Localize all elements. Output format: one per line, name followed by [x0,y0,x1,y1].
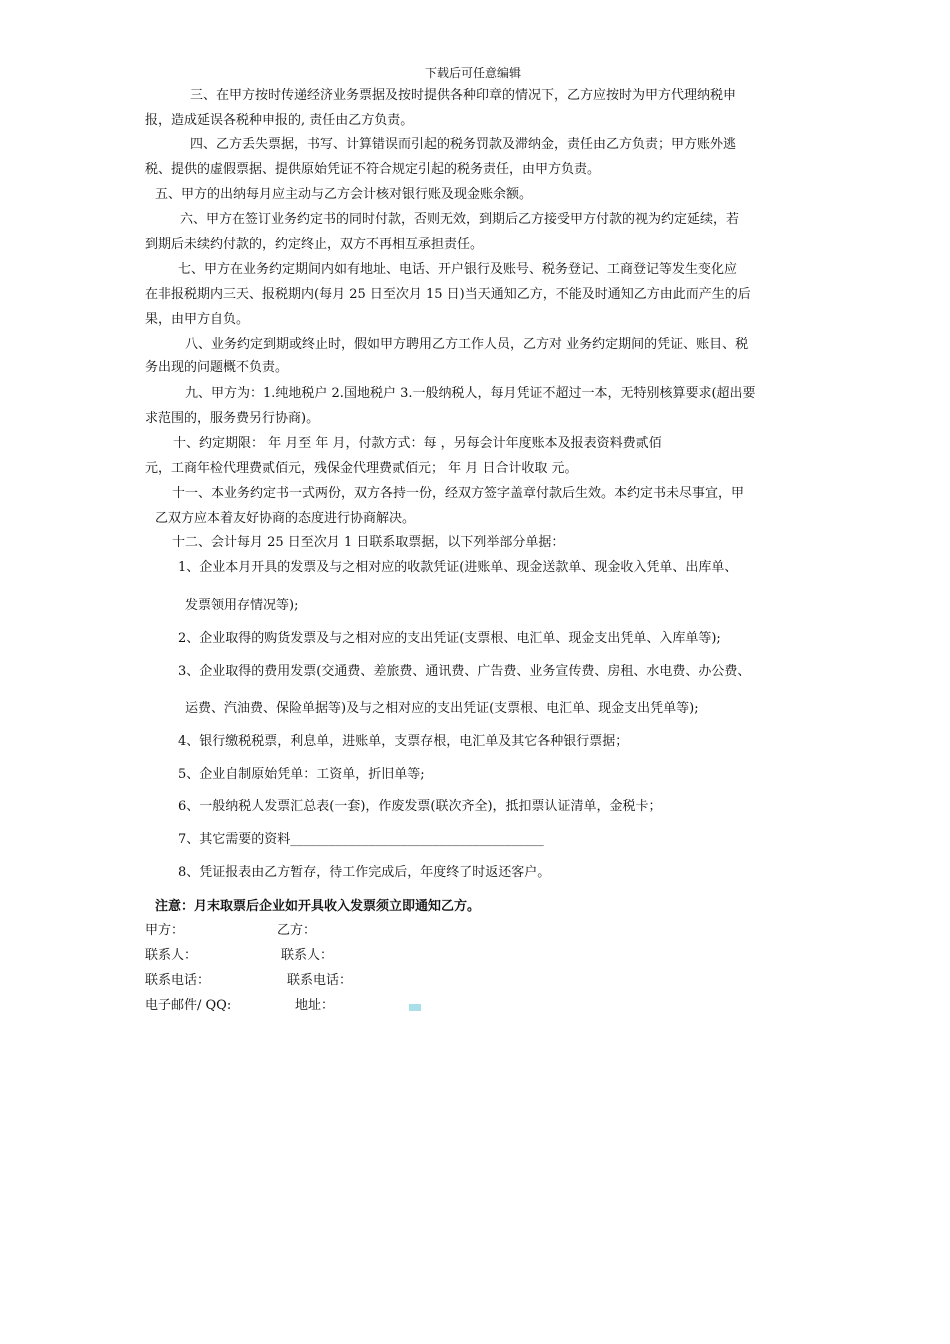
clause-3-line-2: 报，造成延误各税种申报的, 责任由乙方负责。 [145,113,414,128]
clause-5: 五、甲方的出纳每月应主动与乙方会计核对银行账及现金账余额。 [155,187,533,202]
phone-b-label: 联系电话： [287,973,353,988]
clause-4-line-2: 税、提供的虚假票据、提供原始凭证不符合规定引起的税务责任，由甲方负责。 [145,162,601,177]
list-item-7: 7、其它需要的资料_______________________________________ [178,832,544,847]
clause-6-line-1: 六、甲方在签订业务约定书的同时付款，否则无效，到期后乙方接受甲方付款的视为约定延续，若 [180,212,740,227]
list-item-3-line-1: 3、企业取得的费用发票(交通费、差旅费、通讯费、广告费、业务宣传费、房租、水电费、办公费、 [178,664,751,679]
phone-a-label: 联系电话： [145,973,211,988]
list-item-8: 8、凭证报表由乙方暂存，待工作完成后，年度终了时返还客户。 [178,865,551,880]
clause-7-line-3: 果，由甲方自负。 [145,312,250,327]
list-item-5: 5、企业自制原始凭单：工资单，折旧单等; [178,767,425,782]
clause-8-line-1: 八、业务约定到期或终止时，假如甲方聘用乙方工作人员，乙方对 业务约定期间的凭证、账目、税 [185,337,749,352]
list-item-6: 6、一般纳税人发票汇总表(一套)，作废发票(联次齐全)，抵扣票认证清单，金税卡； [178,799,662,814]
list-item-2: 2、企业取得的购货发票及与之相对应的支出凭证(支票根、电汇单、现金支出凭单、入库单等); [178,631,721,646]
party-a-label: 甲方： [145,923,185,938]
party-b-label: 乙方： [277,923,317,938]
notice: 注意：月末取票后企业如开具收入发票须立即通知乙方。 [155,899,481,914]
clause-7-line-1: 七、甲方在业务约定期间内如有地址、电话、开户银行及账号、税务登记、工商登记等发生变化应 [178,262,738,277]
clause-11-line-1: 十一、本业务约定书一式两份，双方各持一份，经双方签字盖章付款后生效。本约定书未尽事宜，甲 [172,486,745,501]
clause-12-intro: 十二、会计每月 25 日至次月 1 日联系取票据，以下列举部分单据： [172,535,565,550]
page-header: 下载后可任意编辑 [425,66,522,80]
clause-11-line-2: 乙双方应本着友好协商的态度进行协商解决。 [155,511,416,526]
clause-9-line-2: 求范围的，服务费另行协商)。 [145,411,320,426]
contact-b-label: 联系人： [281,948,334,963]
contact-a-label: 联系人： [145,948,198,963]
email-a-label: 电子邮件/ QQ: [145,998,232,1013]
clause-9-line-1: 九、甲方为：1.纯地税户 2.国地税户 3.一般纳税人，每月凭证不超过一本，无特别核算要求(超出要 [185,386,756,401]
address-b-label: 地址： [295,998,335,1013]
clause-7-line-2: 在非报税期内三天、报税期内(每月 25 日至次月 15 日)当天通知乙方，不能及时通知乙方由此而产生的后 [145,287,751,302]
list-item-1-line-2: 发票领用存情况等); [185,598,299,613]
list-item-4: 4、银行缴税税票，利息单，进账单，支票存根，电汇单及其它各种银行票据； [178,734,629,749]
clause-8-line-2: 务出现的问题概不负责。 [145,360,289,375]
clause-10-line-2: 元，工商年检代理费贰佰元，残保金代理费贰佰元； 年 月 日合计收取 元。 [145,461,578,476]
list-item-3-line-2: 运费、汽油费、保险单据等)及与之相对应的支出凭证(支票根、电汇单、现金支出凭单等); [185,701,699,716]
clause-6-line-2: 到期后未续约付款的，约定终止，双方不再相互承担责任。 [145,237,484,252]
clause-4-line-1: 四、乙方丢失票据，书写、计算错误而引起的税务罚款及滞纳金，责任由乙方负责；甲方账外逃 [190,137,737,152]
clause-3-line-1: 三、在甲方按时传递经济业务票据及按时提供各种印章的情况下，乙方应按时为甲方代理纳税申 [190,88,737,103]
highlight-mark [409,1004,421,1011]
clause-10-line-1: 十、约定期限： 年 月至 年 月，付款方式：每 ，另每会计年度账本及报表资料费贰佰 [173,436,662,451]
list-item-1-line-1: 1、企业本月开具的发票及与之相对应的收款凭证(进账单、现金送款单、现金收入凭单、出库单、 [178,560,738,575]
